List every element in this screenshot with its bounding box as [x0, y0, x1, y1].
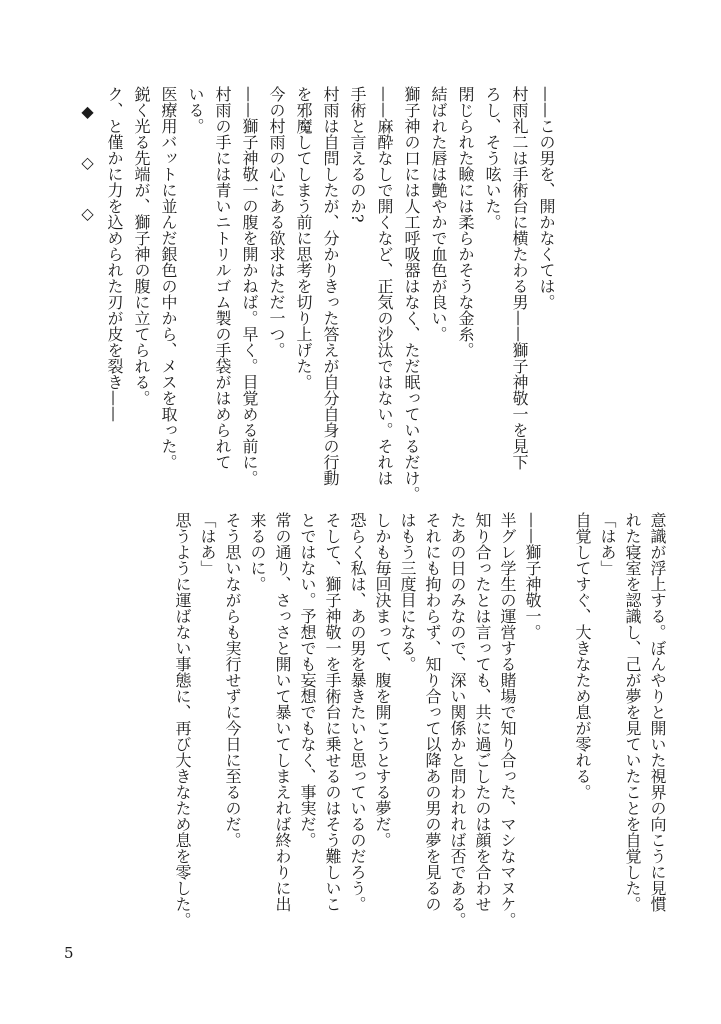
text-line: 常の通り、さっさと開いて暴いてしまえれば終わりに出 — [273, 512, 292, 912]
text-line: はもう三度目になる。 — [398, 512, 417, 672]
text-line: 村雨は自問したが、分かりきった答えが自分自身の行動 — [321, 86, 340, 486]
text-line: 医療用バットに並んだ銀色の中から、メスを取った。 — [159, 86, 178, 470]
text-line: 来るのに。 — [248, 512, 267, 592]
text-line: 意識が浮上する。ぼんやりと開いた視界の向こうに見慣 — [648, 512, 667, 912]
scene-1-text-block — [74, 86, 560, 502]
text-line: ろし、そう呟いた。 — [483, 86, 502, 230]
text-line: そして、獅子神敬一を手術台に乗せるのはそう難しいこ — [323, 512, 342, 912]
text-line: 自覚してすぐ、大きなため息が零れる。 — [573, 512, 592, 800]
text-line: 村雨礼二は手術台に横たわる男——獅子神敬一を見下 — [510, 86, 529, 470]
text-line: 「はあ」 — [198, 512, 217, 576]
text-line: ク、と僅かに力を込められた刃が皮を裂き—— — [105, 86, 124, 422]
text-line: 手術と言えるのか? — [348, 86, 367, 223]
text-line: 思うように運ばない事態に、再び大きなため息を零した。 — [173, 512, 192, 928]
text-line: 結ばれた唇は艶やかで血色が良い。 — [429, 86, 448, 342]
text-line: 今の村雨の心にある欲求はただ一つ。 — [267, 86, 286, 358]
scene-2-text-block — [170, 512, 670, 928]
text-line: ——獅子神敬一。 — [523, 512, 542, 640]
text-line: そう思いながらも実行せずに今日に至るのだ。 — [223, 512, 242, 848]
text-line: 獅子神の口には人工呼吸器はなく、ただ眠っているだけ。 — [402, 86, 421, 502]
text-line — [545, 512, 570, 928]
text-line: とではない。予想でも妄想でもなく、事実だ。 — [298, 512, 317, 848]
text-line: たあの日のみなので、深い関係かと問われれば否である。 — [448, 512, 467, 928]
text-line: 知り合ったとは言っても、共に過ごしたのは顔を合わせ — [473, 512, 492, 912]
text-line: 村雨の手には青いニトリルゴム製の手袋がはめられて — [213, 86, 232, 470]
text-line: 鋭く光る先端が、獅子神の腹に立てられる。 — [132, 86, 151, 406]
text-line: 閉じられた瞼には柔らかそうな金糸。 — [456, 86, 475, 358]
scene-divider: ◆ ◇ ◇ — [78, 86, 97, 223]
text-line: 半グレ学生の運営する賭場で知り合った、マシなマヌケ。 — [498, 512, 517, 928]
page-number: 5 — [64, 944, 74, 962]
text-line: ——この男を、開かなくては。 — [537, 86, 556, 310]
text-line: ——麻酔なしで開くなど、正気の沙汰ではない。それは — [375, 86, 394, 486]
text-line: いる。 — [186, 86, 205, 134]
text-line: 「はあ」 — [598, 512, 617, 576]
text-line: れた寝室を認識し、己が夢を見ていたことを自覚した。 — [623, 512, 642, 912]
text-line: 恐らく私は、あの男を暴きたいと思っているのだろう。 — [348, 512, 367, 912]
text-line: を邪魔してしまう前に思考を切り上げた。 — [294, 86, 313, 390]
text-line: ——獅子神敬一の腹を開かねば。早く。目覚める前に。 — [240, 86, 259, 486]
text-line: それにも拘わらず、知り合って以降あの男の夢を見るの — [423, 512, 442, 912]
text-line: しかも毎回決まって、腹を開こうとする夢だ。 — [373, 512, 392, 848]
